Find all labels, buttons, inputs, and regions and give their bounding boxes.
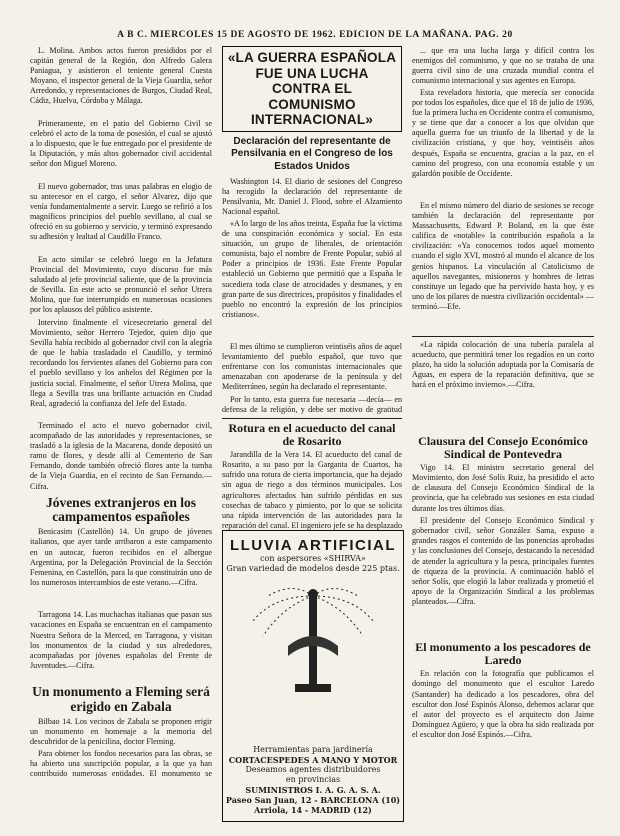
ad-line: Herramientas para jardinería [253,745,373,754]
paragraph: En relación con la fotografía que publicamos el domingo del monumento que el escultor Laredo (Santander) ha dedicado a los pescadores, obra del escultor don José Espinós Alonso, debemos aclarar que el autor del proyecto es el arquitecto don Jaime Domínguez Agüero, y que la obra ha sido realizada por el escultor don José Espinós.—Cifra. [412,669,594,739]
paragraph: «La rápida colocación de una tubería paralela al acueducto, que permitirá tener los regadíos en un corto plazo, ha sido la solución adoptada por la Comisaría de Aguas, en espera de la reparación definitiva, que se hará en el próximo invierno».—Cifra. [412,340,594,390]
paragraph: Bilbao 14. Los vecinos de Zabala se proponen erigir un monumento en homenaje a la memoria del descubridor de la penicilina, doctor Fleming. [30,716,212,746]
paragraph: Washington 14. El diario de sesiones del Congreso ha recogido la declaración del representante de Pensilvania, Mr. Daniel J. Flood, sobre el Alzamiento Nacional español. [222,177,402,217]
paragraph: El presidente del Consejo Económico Sindical y gobernador civil, señor González Sama, expuso a grandes rasgos el contenido de las ponencias aprobadas y las conclusiones del Consejo, destacando la necesidad de atender la agricultura y la pesca, principales fuentes de riqueza de la provincia. A continuación habló el señor Solís, que elogió la labor realizada y prometió el apoyo de la Organización Sindical a los problemas planteados.—Cifra. [412,516,594,606]
page-header: A B C. MIERCOLES 15 DE AGOSTO DE 1962. EDICION DE LA MAÑANA. PAG. 20 [117,30,513,40]
paragraph: Para obtener los fondos necesarios para las obras, se ha abierto una suscripción popular, a la que ya han contribuido numerosas entidades. El monumento se [30,748,212,778]
ad-line: Deseamos agentes distribuidores [245,765,381,774]
ad-line: en provincias [285,775,341,784]
divider [412,336,594,337]
main-headline: «LA GUERRA ESPAÑOLA FUE UNA LUCHA CONTRA EL COMUNISMO INTERNACIONAL» [227,50,397,127]
subheadline: Declaración del representante de Pensilvania en el Congreso de los Estados Unidos [231,135,393,172]
paragraph: Primeramente, en el patio del Gobierno Civil se celebró el acto de la toma de posesión, el cual se ajustó a lo dispuesto, que le fue entregado por el presidente de la Diputación, y más altos gobernador civil accidental señor don Miguel Moreno. [30,119,212,169]
ad-line: CORTACESPEDES A MANO Y MOTOR [228,755,398,765]
paragraph: ... que era una lucha larga y difícil contra los enemigos del comunismo, y que no se trataba de una guerra civil sino de una cruzada mundial contra el comunismo internacional y sus agentes en Europa. [412,46,594,86]
divider [222,418,402,419]
sprinkler-illustration [243,576,383,706]
paragraph: Terminado el acto el nuevo gobernador civil, acompañado de las autoridades y representaciones, se trasladó a la iglesia de la Macarena, donde depositó un ramo de flores, y desde allí al Cementerio de San Fernando, donde también ofreció flores ante la tumba de la Vieja Guardia, en el recinto de San Fernando.—Cifra. [30,421,212,491]
column-2 [222,46,402,543]
paragraph: Intervino finalmente el vicesecretario general del Movimiento, señor Herrero Tejedor, quien dijo que Sevilla había recibido al gobernador civil con la alegría de que le había trasladado el Caudillo, y terminó recordando los fervientes afanes del Gobierno para con el pueblo sevillano y los anhelos del Régimen por la justicia social. Finalmente, el señor Utrera Molina, que llega a Sevilla tras una brillante actuación en Ciudad Real, agradeció la confianza del Jefe del Estado. [30,318,212,408]
paragraph: «A lo largo de los años treinta, España fue la víctima de una conspiración económica y social. En esta situación, un grupo de liberales, de orientación comunista, bajo el nombre de Frente Popular, subió al Poder a principios de 1936. Este Frente Popular estableció un Gobierno que permitió que a España le sucediera toda clase de atrocidades y desmanes, y en gran parte de sus directrices, propósitos y finalidades el pueblo no encontró la expresión de los principios cristianos». [222,219,402,319]
paragraph: El nuevo gobernador, tras unas palabras en elogio de su antecesor en el cargo, el señor Alvarez, dijo que venía fundamentalmente a servir. Luego se refirió a los magníficos principios del pueblo sevillano, al cual se ofreció en su gobierno y servicio, y terminó expresando su adhesión y lealtad al Caudillo Franco. [30,182,212,242]
column-1 [30,46,212,781]
article-headline: Un monumento a Fleming será erigido en Zabala [32,684,210,714]
ad-subtitle: Gran variedad de modelos desde 225 ptas. [226,564,400,573]
paragraph: Esta reveladora historia, que merecía ser conocida por todos los españoles, dice que el 18 de julio de 1936, fue la primera lucha en Occidente contra el comunismo, y se tiene que dar a conocer a los que olvidan que aquella guerra fue un triunfo de la libertad y de la civilización cristiana, y que hoy, veintiséis años después, España se encuentra, gracias a la paz, en el camino del progreso, con una economía estable y un galardón posible de Occidente. [412,88,594,178]
ad-line: SUMINISTROS I. A. G. A. S. A. [245,785,381,795]
article-headline: Jóvenes extranjeros en los campamentos españoles [45,495,197,525]
paragraph: Tarragona 14. Las muchachas italianas que pasan sus vacaciones en España se encuentran en el campamento Nuestra Señora de la Merced, en Tarragona, y visitan los monumentos de la ciudad y sus alrededores, acompañadas por jóvenes españolas del Frente de Juventudes.—Cifra. [30,610,212,670]
ad-title: LLUVIA ARTIFICIAL [229,537,397,554]
advertisement [222,530,404,822]
article-headline: El monumento a los pescadores de Laredo [415,640,591,667]
paragraph: Benicasim (Castellón) 14. Un grupo de jóvenes italianos, que ayer tarde arribaron a este campamento en un autocar, fueron recibidos en el albergue Argentina, por la Delegación Provincial de la Sección Femenina, en Castellón, para la que constituirán uno de los numerosos intercambios de este verano.—Cifra. [30,527,212,587]
paragraph: L. Molina. Ambos actos fueron presididos por el capitán general de la Región, don Alfredo Galera Paniagua, y asistieron el teniente general Cuesta Moyano, el inspector general de la Vieja Guardia, señor Arredondo, y representaciones de Burgos, Ciudad Real, Cádiz, Huelva, Córdoba y Málaga. [30,46,212,106]
paragraph: Por lo tanto, esta guerra fue necesaria —decía— en defensa de la religión, y debe ser motivo de gratitud [222,395,402,415]
paragraph: En acto similar se celebró luego en la Jefatura Provincial del Movimiento, cuyo discurso fue más saludado al jefe provincial saliente, que de la provincia de Sevilla. En este acto se pronunció el señor Utrera Molina, que fue interrumpido en numerosas ocasiones por los aplausos del público asistente. [30,255,212,315]
paragraph: En el mismo número del diario de sesiones se recoge también la declaración del representante por Massachusetts, Edward P. Boland, en la que éste califica de «notable» la contribución española a la civilización: «Ya conocemos todos aquel momento cuando el siglo XVI, mostró al mundo el alcance de los genios hispanos. La vinculación al Catolicismo de aquellos navegantes, misioneros y hombres de letras constituye un legado que ha pervivido hasta hoy, y es uno de los pilares de nuestra civilización occidental» —terminó.—Efe. [412,201,594,311]
paragraph: El mes último se cumplieron veintiséis años de aquel levantamiento del pueblo español, que tuvo que enfrentarse con los comunistas internacionales que amenazaban con apoderarse de la península y del Mediterráneo, según ha declarado el representante. [222,342,402,392]
article-headline: Rotura en el acueducto del canal de Rosarito [228,421,396,448]
ad-line: Paseo San Juan, 12 - BARCELONA (10) [225,795,401,805]
paragraph: Jarandilla de la Vera 14. El acueducto del canal de Rosarito, a su paso por la Garganta de Cuartos, ha sufrido una rotura de cierta importancia, que ha dejado sin agua de riego a dos términos municipales. Los agricultores afectados han sufrido pérdidas en sus cosechas de tabaco y pimiento, por lo que se solicita una rápida intervención de las autoridades para la reparación del canal. El ingeniero jefe se ha desplazado [222,450,402,530]
ad-line: Arriola, 14 - MADRID (12) [254,805,372,815]
paragraph: Vigo 14. El ministro secretario general del Movimiento, don José Solís Ruiz, ha presidido el acto de clausura del Consejo Económico Sindical de la provincia, que ha celebrado sus sesiones en esta ciudad durante los tres últimos días. [412,463,594,513]
ad-subtitle: con aspersores «SHIRVA» [260,554,366,563]
column-3 [412,46,594,782]
article-headline: Clausura del Consejo Económico Sindical de Pontevedra [418,434,588,461]
headline-box [222,46,402,132]
